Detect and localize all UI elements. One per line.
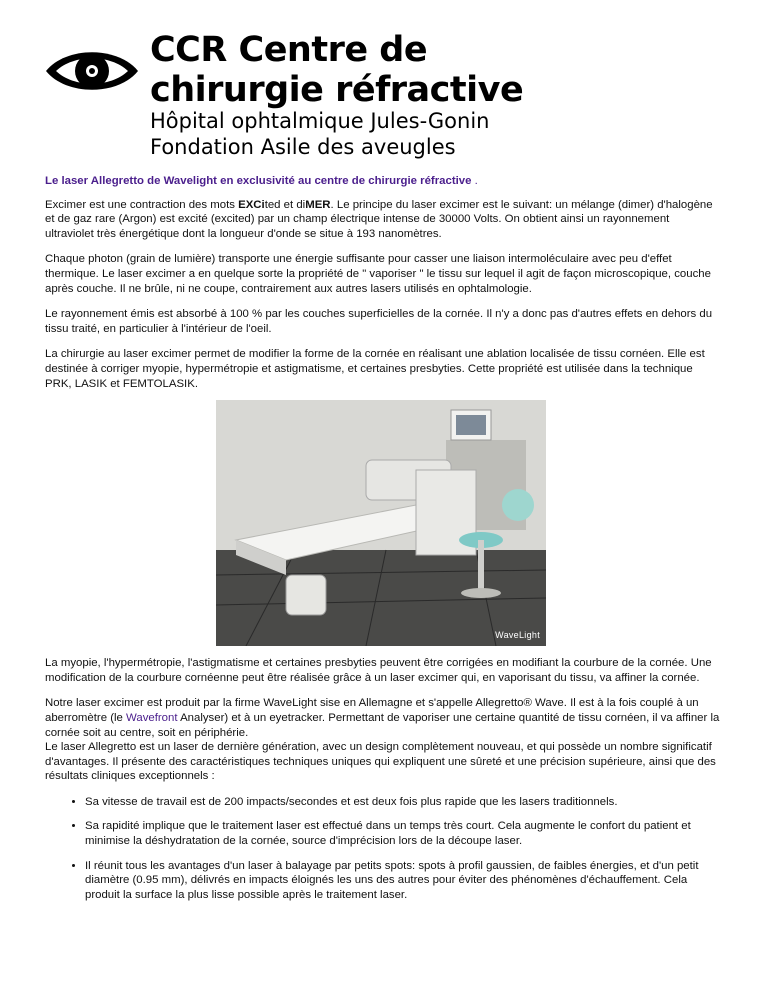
list-item: • Sa rapidité implique que le traitement laser est effectué dans un temps très court. Cela augmente le confort du patient et minimise la déshydratation de la cornée, source d'imprécision lors de la découpe laser. <box>85 819 721 848</box>
p1-bold-exci: EXCi <box>238 198 265 211</box>
advantages-list <box>45 795 721 903</box>
logo-subtitles <box>150 108 490 160</box>
logo-line-1: CCR Centre de <box>150 30 428 70</box>
article-body <box>45 174 721 912</box>
p6-a: Notre laser excimer est produit par la firme WaveLight sise en Allemagne et s'appelle Allegretto® Wave. Il est à la fois couplé à un aberromètre (le <box>45 697 699 724</box>
intro-heading <box>45 174 721 189</box>
paragraph-myopia: La myopie, l'hypermétropie, l'astigmatisme et certaines presbyties peuvent être corrigées en modifiant la courbure de la cornée. Une modification de la courbure cornéenne peut être réalisée grâce à un laser excimer qui, en vaporisant du tissu, va affiner la cornée. <box>45 657 712 684</box>
logo-title <box>150 30 523 110</box>
eye-logo-icon <box>44 42 140 100</box>
intro-dot: . <box>474 175 478 187</box>
p1-c: ted et di <box>264 198 306 211</box>
paragraph-absorption: Le rayonnement émis est absorbé à 100 % par les couches superficielles de la cornée. Il n'y a donc pas d'autres effets en dehors du tissu traité, en particulier à l'intérieur de l'oeil. <box>45 308 713 335</box>
hospital-name: Hôpital ophtalmique Jules-Gonin <box>150 109 490 133</box>
list-item: • Sa vitesse de travail est de 200 impacts/secondes et est deux fois plus rapide que les lasers traditionnels. <box>85 795 721 810</box>
p6-b: Analyser) et à un eyetracker. Permettant de vaporiser une certaine quantité de tissu cornéen, il va affiner la cornée soit au centre, soit en périphérie. <box>45 711 720 739</box>
wavelight-watermark: WaveLight <box>495 629 540 640</box>
logo-line-2: chirurgie réfractive <box>150 70 524 110</box>
photo-container <box>45 400 721 646</box>
list-item: • Il réunit tous les avantages d'un laser à balayage par petits spots: spots à profil gaussien, de faibles énergies, et d'un petit diamètre (0.95 mm), délivrés en impacts éloignés les uns des autres pour éviter des phénomènes d'échauffement. Cela produit la surface la plus lisse possible après le traitement laser. <box>85 859 721 903</box>
p6-c: Le laser Allegretto est un laser de dernière génération, avec un design complètement nouveau, et qui possède un nombre significatif d'avantages. Il présente des caractéristiques techniques uniques qui expliquent une sûreté et une précision supérieure, ainsi que des résultats cliniques exceptionnels : <box>45 741 716 783</box>
intro-text: Le laser Allegretto de Wavelight en exclusivité au centre de chirurgie réfractive <box>45 175 472 187</box>
paragraph-surgery: La chirurgie au laser excimer permet de modifier la forme de la cornée en réalisant une ablation localisée de tissu cornéen. Elle est destinée à corriger myopie, hypermétropie et astigmatisme, et certaines presbyties. Cette propriété est utilisée dans la technique PRK, LASIK et FEMTOLASIK. <box>45 348 705 390</box>
foundation-name: Fondation Asile des aveugles <box>150 135 456 159</box>
paragraph-photon: Chaque photon (grain de lumière) transporte une énergie suffisante pour casser une liaison intermoléculaire avec peu d'effet thermique. Le laser excimer a en quelque sorte la propriété de " vaporiser " le tissu sur lequel il agit de façon microscopique, couche après couche. Il ne brûle, ni ne coupe, contrairement aux autres lasers utilisés en ophtalmologie. <box>45 253 711 295</box>
p1-bold-mer: MER <box>305 198 331 211</box>
p1-a: Excimer est une contraction des mots <box>45 198 239 211</box>
paragraph-excimer <box>45 198 721 242</box>
header <box>44 30 564 166</box>
p1-e: . Le principe du laser excimer est le suivant: un mélange (dimer) d'halogène et de gaz rare (Argon) est excité (excited) par un champ électrique intense de 30000 Volts. On obtient ainsi un rayonnement ultraviolet très énergétique dont la longueur d'onde se situe à 193 nanomètres. <box>45 198 713 240</box>
paragraph-wavelight <box>45 696 721 784</box>
laser-machine-photo <box>216 400 546 646</box>
wavefront-link[interactable]: Wavefront <box>126 711 178 724</box>
laser-machine-illustration <box>216 400 546 646</box>
